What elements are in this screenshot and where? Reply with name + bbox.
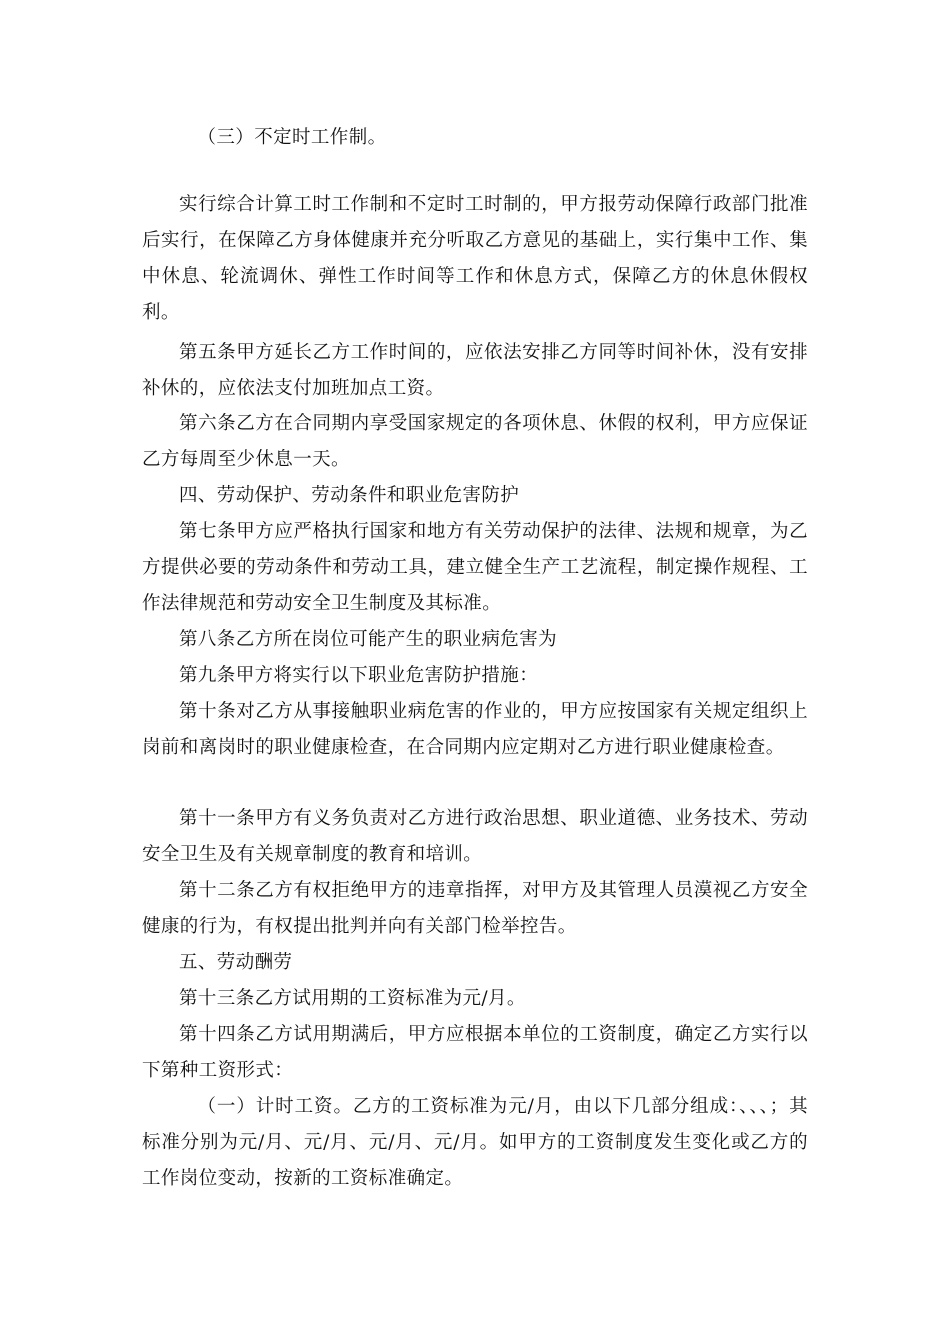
paragraph-hourly-wage: （一）计时工资。乙方的工资标准为元/月，由以下几部分组成：、、、；其标准分别为元/月、元/月、元/月、元/月。如甲方的工资制度发生变化或乙方的工作岗位变动，按新的工资标准确定。 <box>142 1096 808 1189</box>
paragraph-article-13: 第十三条乙方试用期的工资标准为元/月。 <box>179 988 526 1009</box>
section-heading-remuneration: 五、劳动酬劳 <box>179 952 293 973</box>
paragraph-flexible-hours: 实行综合计算工时工作制和不定时工时制的，甲方报劳动保障行政部门批准后实行，在保障乙方身体健康并充分听取乙方意见的基础上，实行集中工作、集中休息、轮流调休、弹性工作时间等工作和休息方式，保障乙方的休息休假权利。 <box>142 194 808 323</box>
paragraph-article-9: 第九条甲方将实行以下职业危害防护措施： <box>179 665 539 686</box>
paragraph-article-14: 第十四条乙方试用期满后，甲方应根据本单位的工资制度，确定乙方实行以下第种工资形式： <box>142 1024 808 1081</box>
paragraph-article-10: 第十条对乙方从事接触职业病危害的作业的，甲方应按国家有关规定组织上岗前和离岗时的职业健康检查，在合同期内应定期对乙方进行职业健康检查。 <box>142 701 808 758</box>
paragraph-article-8: 第八条乙方所在岗位可能产生的职业病危害为 <box>179 629 558 650</box>
paragraph-article-11: 第十一条甲方有义务负责对乙方进行政治思想、职业道德、业务技术、劳动安全卫生及有关规章制度的教育和培训。 <box>142 808 808 865</box>
paragraph-working-hours-type: （三）不定时工作制。 <box>197 127 387 148</box>
paragraph-article-5: 第五条甲方延长乙方工作时间的，应依法安排乙方同等时间补休，没有安排补休的，应依法支付加班加点工资。 <box>142 342 808 399</box>
paragraph-article-12: 第十二条乙方有权拒绝甲方的违章指挥，对甲方及其管理人员漠视乙方安全健康的行为，有权提出批判并向有关部门检举控告。 <box>142 880 808 937</box>
section-heading-labor-protection: 四、劳动保护、劳动条件和职业危害防护 <box>179 485 520 506</box>
paragraph-article-7: 第七条甲方应严格执行国家和地方有关劳动保护的法律、法规和规章，为乙方提供必要的劳动条件和劳动工具，建立健全生产工艺流程，制定操作规程、工作法律规范和劳动安全卫生制度及其标准。 <box>142 521 808 614</box>
paragraph-article-6: 第六条乙方在合同期内享受国家规定的各项休息、休假的权利，甲方应保证乙方每周至少休息一天。 <box>142 413 808 470</box>
